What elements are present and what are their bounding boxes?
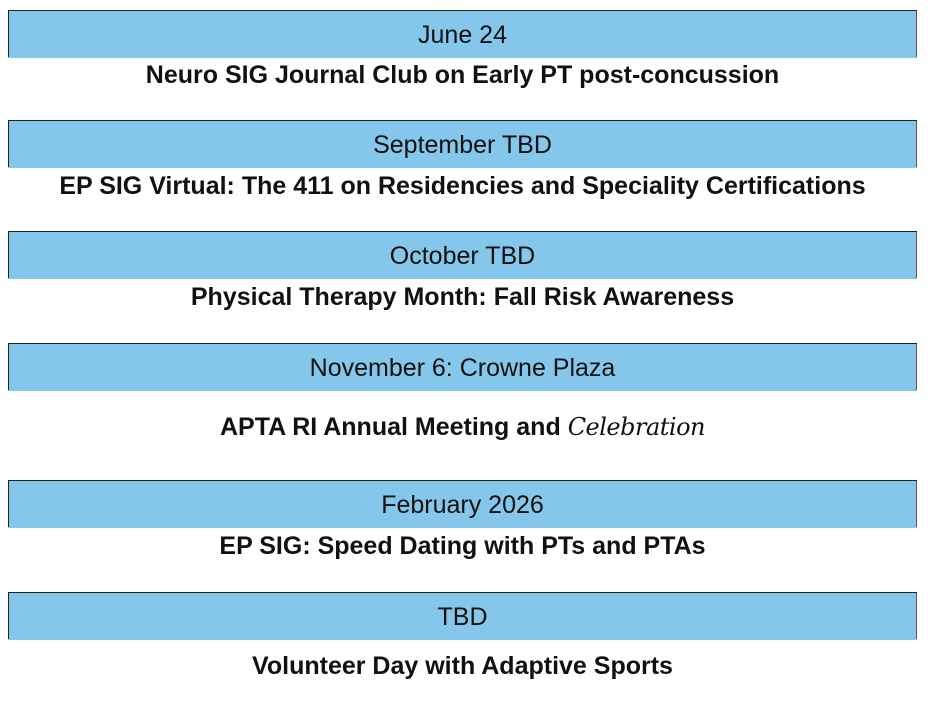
event-title: Volunteer Day with Adaptive Sports — [252, 652, 673, 680]
event-title: EP SIG: Speed Dating with PTs and PTAs — [219, 532, 706, 560]
event-date: June 24 — [418, 20, 507, 49]
event-title: Physical Therapy Month: Fall Risk Awareness — [190, 283, 735, 311]
event-title — [8, 413, 917, 442]
event-title-main: APTA RI Annual Meeting and — [219, 413, 561, 441]
event-date: October TBD — [389, 241, 536, 270]
event-title: EP SIG Virtual: The 411 on Residencies and Speciality Certifications — [59, 172, 866, 200]
event-date-bar — [8, 231, 917, 279]
event-date-bar — [8, 10, 917, 58]
event-title-script: Celebration — [567, 413, 706, 441]
event-date: September TBD — [373, 130, 552, 159]
event-title: Neuro SIG Journal Club on Early PT post-concussion — [145, 61, 780, 89]
event-date-bar — [8, 592, 917, 640]
event-date: February 2026 — [381, 490, 544, 519]
event-date: TBD — [437, 602, 488, 631]
event-date-bar — [8, 120, 917, 168]
event-date-bar — [8, 343, 917, 391]
event-date-bar — [8, 480, 917, 528]
event-date: November 6: Crowne Plaza — [309, 353, 616, 382]
